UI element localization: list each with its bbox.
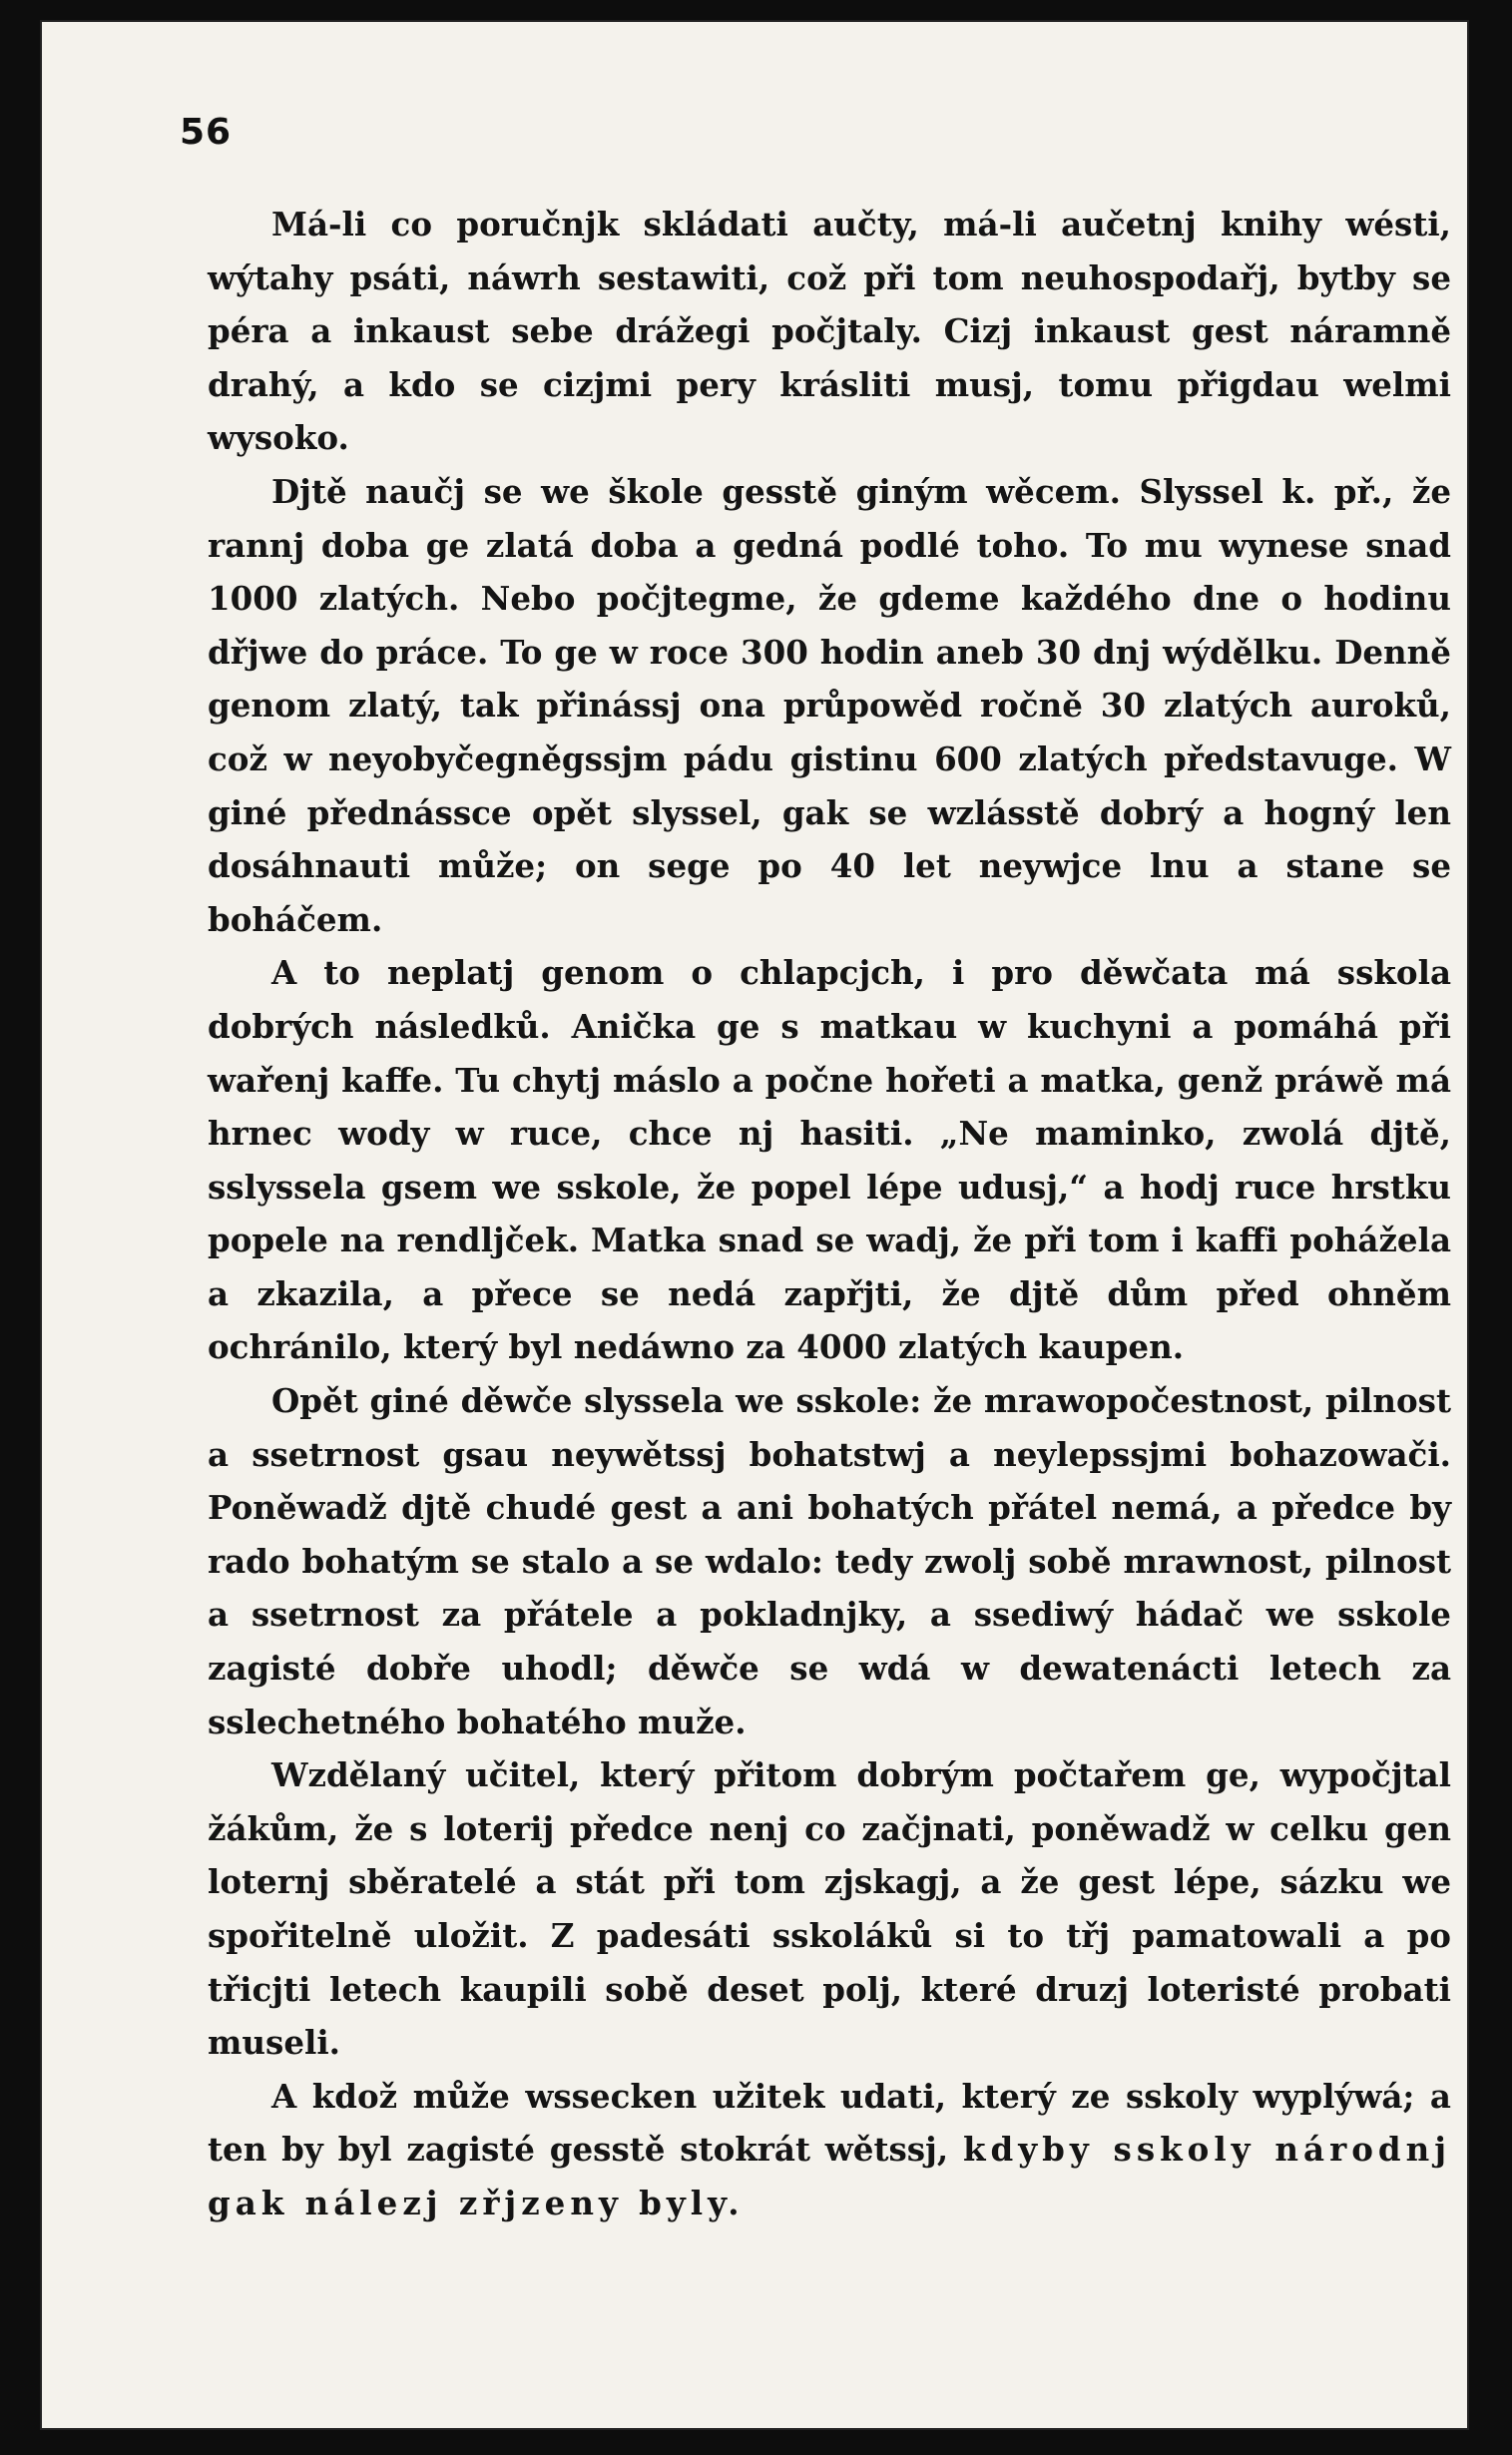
page-number: 56 — [180, 112, 233, 153]
paragraph-2: Djtě naučj se we škole gesstě giným wěcem. Slyssel k. př., že rannj doba ge zlatá doba a gedná podlé toho. To mu wynese snad 1000 zlatých. Nebo počjtegme, že gdeme každého dne o hodinu dřjwe do práce. To ge w roce 300 hodin aneb 30 dnj wýdělku. Denně genom zlatý, tak přinássj ona průpowěd ročně 30 zlatých auroků, což w neyobyčegněgssjm pádu gistinu 600 zlatých představuge. W giné přednássce opět slyssel, gak se wzlásstě dobrý a hogný len dosáhnauti může; on sege po 40 let neywjce lnu a stane se boháčem. — [208, 471, 1451, 939]
paragraph-1: Má-li co poručnjk skládati aučty, má-li aučetnj knihy wésti, wýtahy psáti, náwrh sestawiti, což při tom neuhospodařj, bytby se péra a inkaust sebe drážegi počjtaly. Cizj inkaust gest náramně drahý, a kdo se cizjmi pery krásliti musj, tomu přigdau welmi wysoko. — [208, 205, 1451, 458]
book-page — [40, 20, 1469, 2430]
paragraph-6 — [208, 2070, 1451, 2230]
paragraph-3: A to neplatj genom o chlapcjch, i pro děwčata má sskola dobrých následků. Anička ge s matkau w kuchyni a pomáhá při wařenj kaffe. Tu chytj máslo a počne hořeti a matka, genž práwě má hrnec wody w ruce, chce nj hasiti. „Ne maminko, zwolá djtě, sslyssela gsem we sskole, že popel lépe udusj,“ a hodj ruce hrstku popele na rendljček. Matka snad se wadj, že při tom i kaffi pohážela a zkazila, a přece se nedá zapřjti, že djtě dům před ohněm ochránilo, který byl nedáwno za 4000 zlatých kaupen. — [208, 953, 1451, 1367]
body-text — [208, 198, 1451, 2230]
paragraph-6-spaced: kdyby sskoly národnj gak nálezj zřjzeny byly. — [208, 2130, 1451, 2222]
paragraph-6-main: A kdož může wssecken užitek udati, který ze sskoly wyplýwá; a ten by byl zagisté gesstě stokrát wětssj, — [208, 2076, 1451, 2170]
paragraph-4: Opět giné děwče slyssela we sskole: že mrawopočestnost, pilnost a ssetrnost gsau neywětssj bohatstwj a neylepssjmi bohazowači. Poněwadž djtě chudé gest a ani bohatých přátel nemá, a předce by rado bohatým se stalo a se wdalo: tedy zwolj sobě mrawnost, pilnost a ssetrnost za přátele a pokladnjky, a ssediwý hádač we sskole zagisté dobře uhodl; děwče se wdá w dewatenácti letech za sslechetného bohatého muže. — [208, 1381, 1451, 1741]
paragraph-5: Wzdělaný učitel, který přitom dobrým počtařem ge, wypočjtal žákům, že s loterij předce nenj co začjnati, poněwadž w celku gen loternj sběratelé a stát při tom zjskagj, a že gest lépe, sázku we spořitelně uložit. Z padesáti sskoláků si to třj pamatowali a po třicjti letech kaupili sobě deset polj, které druzj loteristé probati museli. — [208, 1755, 1451, 2063]
